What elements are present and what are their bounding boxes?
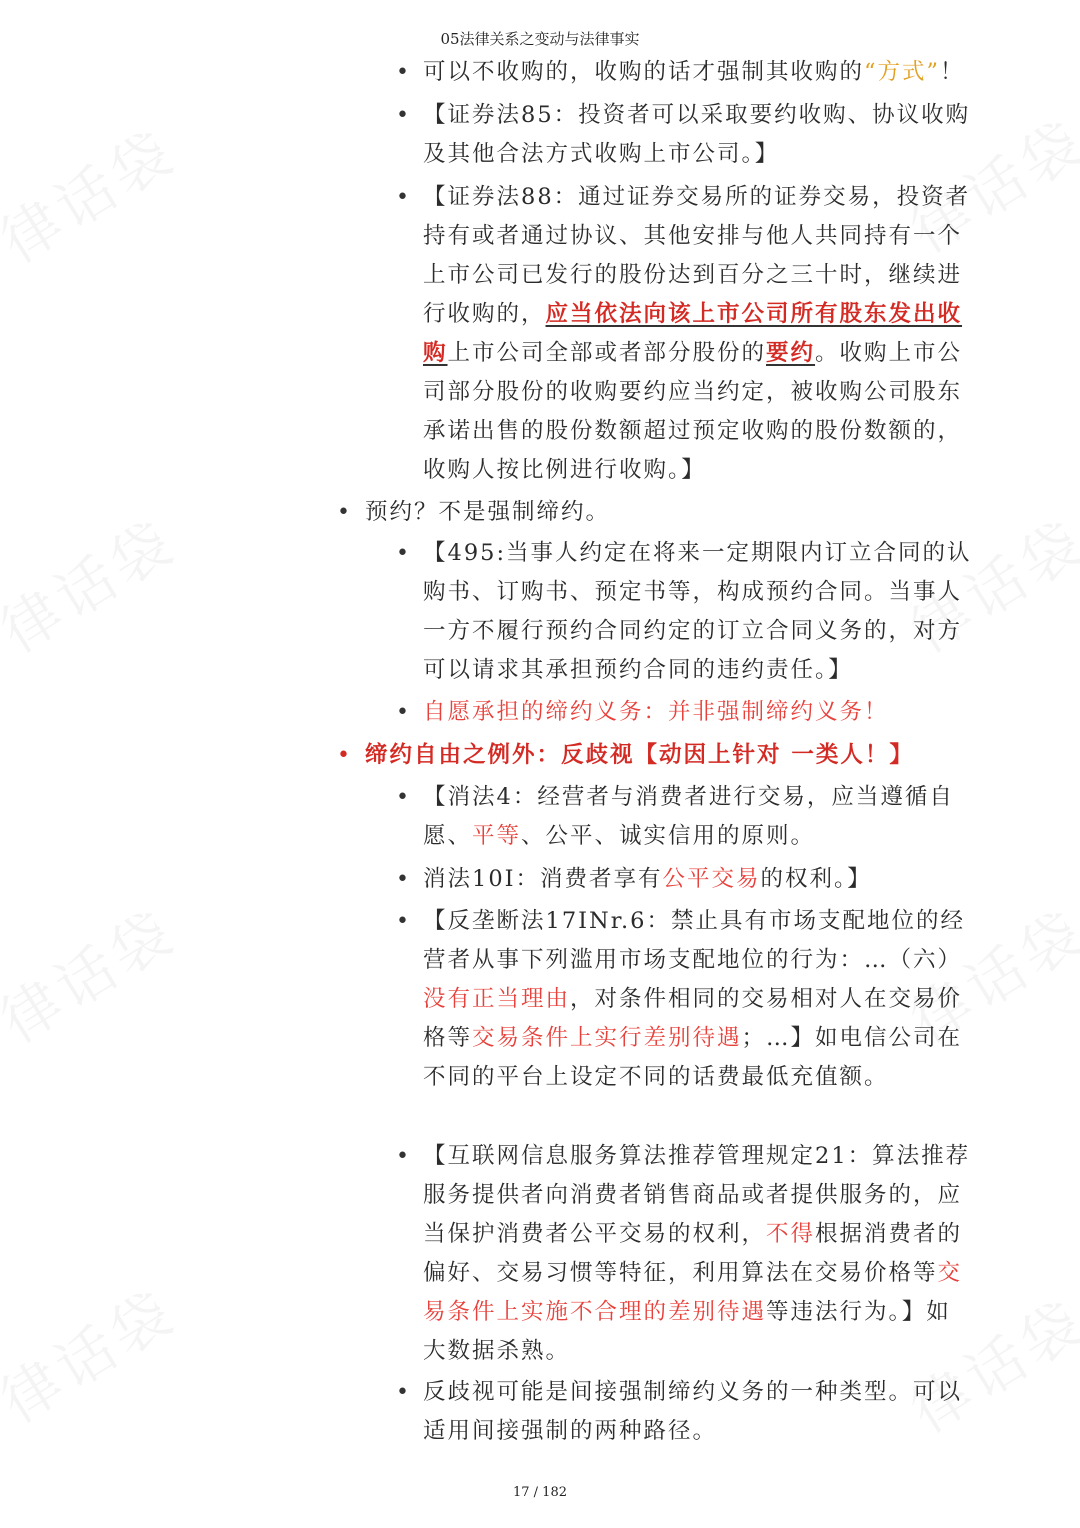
bullet-icon: • — [337, 743, 350, 768]
list-item: 自愿承担的缔约义务：并非强制缔约义务！ — [423, 699, 889, 725]
watermark — [0, 106, 190, 279]
watermark — [0, 886, 190, 1059]
list-item: 【495:当事人约定在将来一定期限内订立合同的认购书、订购书、预定书等，构成预约合同。当事人一方不履行预约合同约定的订立合同义务的，对方可以请求其承担预约合同的违约责任。】 — [423, 540, 972, 683]
page-number: 17 / 182 — [513, 1485, 567, 1500]
bullet-icon: • — [396, 60, 409, 85]
bullet-icon: • — [396, 541, 409, 566]
watermark — [0, 1266, 190, 1439]
bullet-icon: • — [396, 909, 409, 934]
list-item: 可以不收购的，收购的话才强制其收购的“方式”！ — [423, 59, 965, 85]
list-item: 【证券法88：通过证券交易所的证券交易，投资者持有或者通过协议、其他安排与他人共同持有一个上市公司已发行的股份达到百分之三十时，继续进行收购的，应当依法向该上市公司所有股东发出收购上市公司全部或者部分股份的要约。收购上市公司部分股份的收购要约应当约定，被收购公司股东承诺出售的股份数额超过预定收购的股份数额的，收购人按比例进行收购。】 — [423, 184, 971, 483]
highlight-text: “方式” — [864, 59, 941, 85]
list-item: 【消法4：经营者与消费者进行交易，应当遵循自愿、平等、公平、诚实信用的原则。 — [423, 784, 954, 849]
bullet-icon: • — [396, 1380, 409, 1405]
underlined-highlight: 应当依法向该上市公司所有股东发出收购 — [423, 301, 963, 366]
underlined-highlight: 要约 — [766, 340, 816, 366]
bullet-icon: • — [396, 785, 409, 810]
bullet-icon: • — [396, 867, 409, 892]
list-item: 【互联网信息服务算法推荐管理规定21：算法推荐服务提供者向消费者销售商品或者提供服务的，应当保护消费者公平交易的权利，不得根据消费者的偏好、交易习惯等特征，利用算法在交易价格等交易条件上实施不合理的差别待遇等违法行为。】如 大数据杀熟。 — [423, 1143, 971, 1364]
watermark — [0, 496, 190, 669]
list-item: 【反垄断法17INr.6：禁止具有市场支配地位的经营者从事下列滥用市场支配地位的行为：…（六）没有正当理由，对条件相同的交易相对人在交易价格等交易条件上实行差别待遇；…】如电信公司在不同的平台上设定不同的话费最低充值额。 — [423, 908, 965, 1090]
list-item: 【证券法85：投资者可以采取要约收购、协议收购及其他合法方式收购上市公司。】 — [423, 102, 971, 167]
list-item: 反歧视可能是间接强制缔约义务的一种类型。可以适用间接强制的两种路径。 — [423, 1379, 963, 1444]
page-header: 05法律关系之变动与法律事实 — [440, 30, 640, 48]
bullet-icon: • — [396, 1144, 409, 1169]
bullet-icon: • — [337, 500, 350, 525]
bullet-icon: • — [396, 185, 409, 210]
bullet-icon: • — [396, 700, 409, 725]
list-item: 预约？不是强制缔约。 — [365, 499, 611, 525]
section-heading: 缔约自由之例外：反歧视【动因上针对 一类人！】 — [365, 742, 914, 768]
bullet-icon: • — [396, 103, 409, 128]
list-item: 消法10I：消费者享有公平交易的权利。】 — [423, 866, 872, 892]
